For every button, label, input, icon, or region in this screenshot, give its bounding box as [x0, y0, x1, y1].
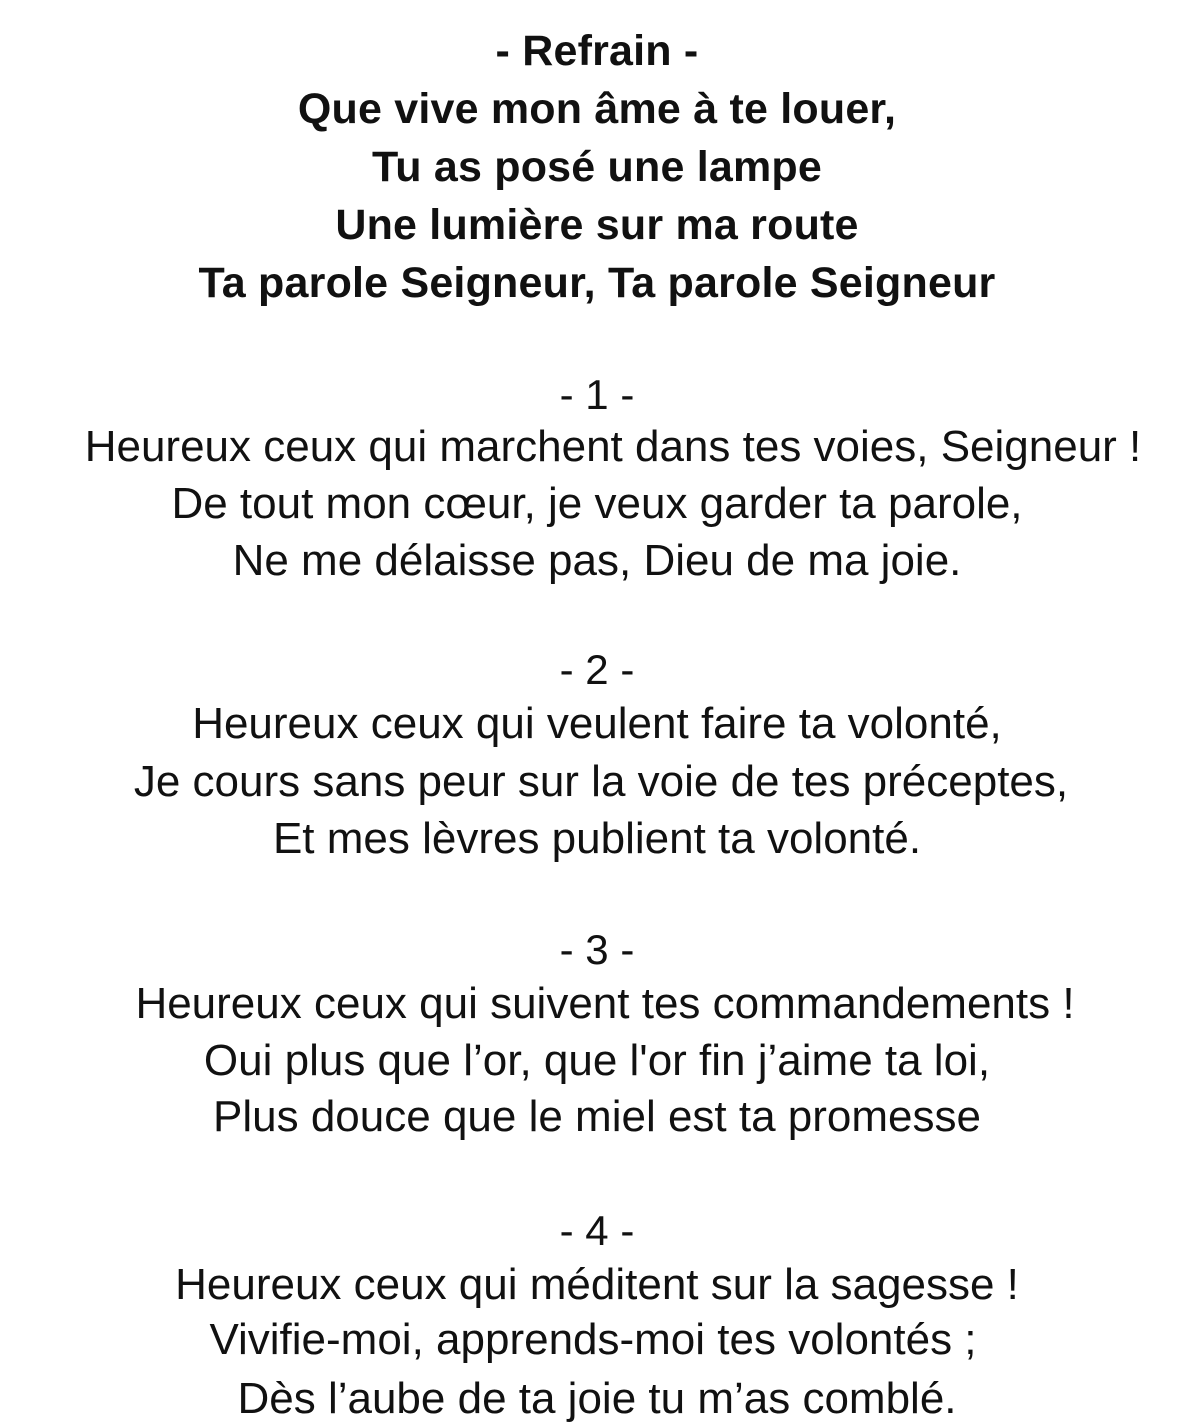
refrain-line: Tu as posé une lampe	[371, 143, 823, 191]
verse-line: Vivifie-moi, apprends-moi tes volontés ;	[209, 1315, 977, 1364]
verse-line: Heureux ceux qui marchent dans tes voies, Seigneur !	[84, 422, 1142, 471]
refrain-line: Une lumière sur ma route	[335, 201, 859, 249]
verse-line: Heureux ceux qui veulent faire ta volonté,	[192, 699, 1002, 748]
verse-line: De tout mon cœur, je veux garder ta parole,	[171, 479, 1023, 528]
verse-number: - 4 -	[559, 1207, 635, 1254]
verse-line: Dès l’aube de ta joie tu m’as comblé.	[237, 1374, 957, 1423]
verse-number: - 3 -	[559, 926, 635, 973]
verse-number: - 2 -	[559, 646, 635, 693]
verse-line: Heureux ceux qui suivent tes commandements !	[135, 979, 1075, 1028]
verse-line: Et mes lèvres publient ta volonté.	[272, 814, 922, 863]
verse-line: Heureux ceux qui méditent sur la sagesse !	[175, 1260, 1019, 1309]
verse-line: Plus douce que le miel est ta promesse	[213, 1092, 981, 1141]
refrain-line: Que vive mon âme à te louer,	[297, 85, 897, 133]
verse-number: - 1 -	[559, 371, 635, 418]
refrain-line: Ta parole Seigneur, Ta parole Seigneur	[198, 259, 996, 307]
verse-line: Je cours sans peur sur la voie de tes préceptes,	[133, 757, 1069, 806]
refrain-heading: - Refrain -	[495, 27, 699, 75]
verse-line: Oui plus que l’or, que l'or fin j’aime ta loi,	[203, 1036, 991, 1085]
verse-line: Ne me délaisse pas, Dieu de ma joie.	[232, 536, 962, 585]
